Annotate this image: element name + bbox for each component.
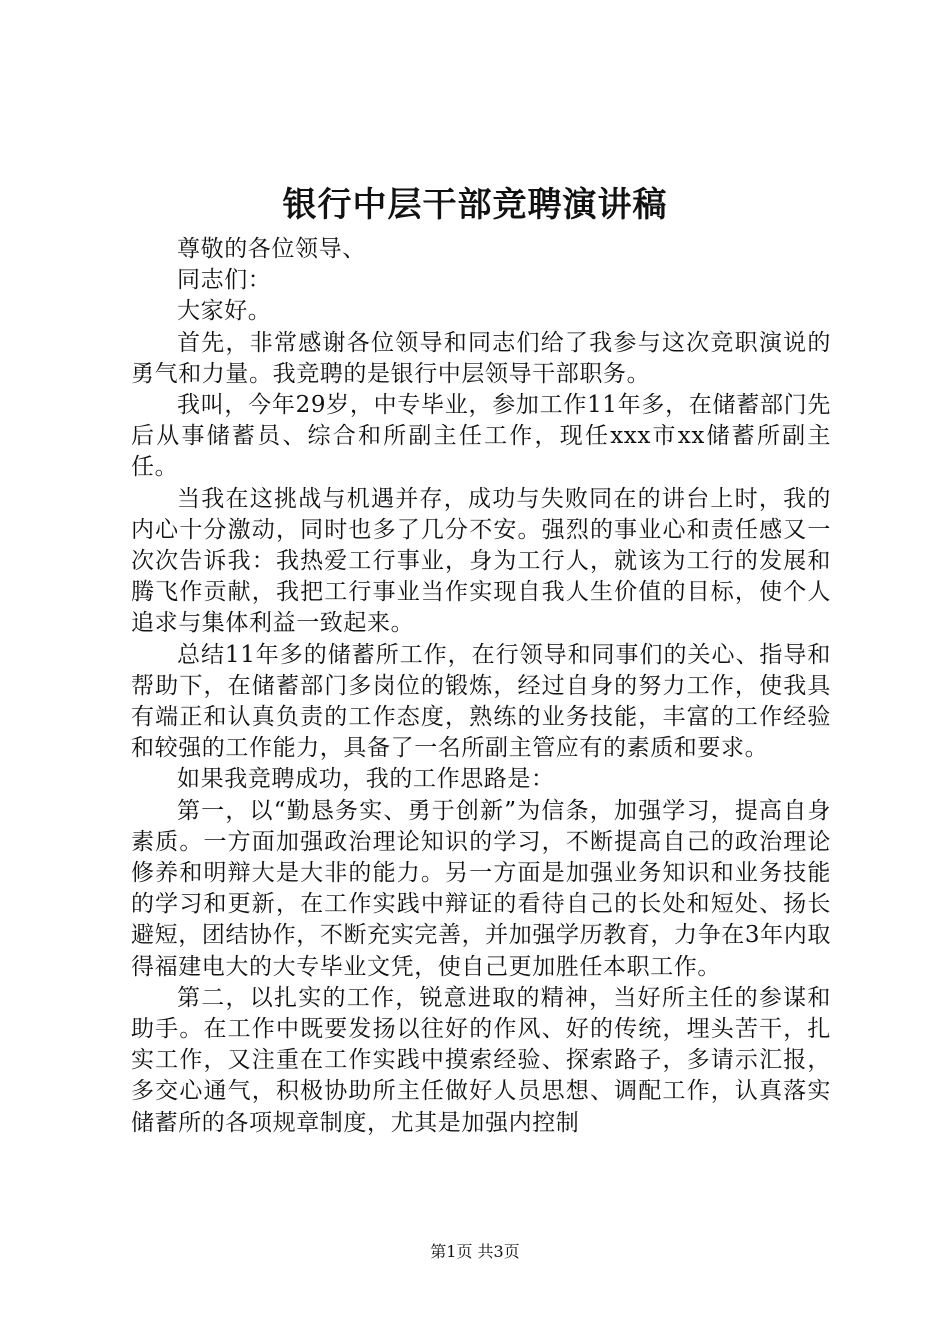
page-footer: 第1页 共3页 bbox=[430, 1242, 520, 1261]
greeting-line-2: 同志们： bbox=[177, 267, 272, 294]
paragraph-summary: 总结11年多的储蓄所工作，在行领导和同事们的关心、指导和帮助下，在储蓄部门多岗位的锻炼，经过自身的努力工作，使我具有端正和认真负责的工作态度，熟练的业务技能，丰富的工作经验和较强的工作能力，具备了一名所副主管应有的素质和要求。 bbox=[131, 641, 831, 762]
paragraph-plan-first: 第一，以“勤恳务实、勇于创新”为信条，加强学习，提高自身素质。一方面加强政治理论知识的学习，不断提高自己的政治理论修养和明辩大是大非的能力。另一方面是加强业务知识和业务技能的学习和更新，在工作实践中辩证的看待自己的长处和短处、扬长避短，团结协作，不断充实完善，并加强学历教育，力争在3年内取得福建电大的大专毕业文凭，使自己更加胜任本职工作。 bbox=[131, 797, 831, 980]
greeting-line-1: 尊敬的各位领导、 bbox=[177, 236, 366, 262]
document-body bbox=[131, 234, 831, 1139]
paragraph-plan-intro: 如果我竞聘成功，我的工作思路是： bbox=[177, 766, 555, 793]
paragraph-feelings: 当我在这挑战与机遇并存，成功与失败同在的讲台上时，我的内心十分激动，同时也多了几分不安。强烈的事业心和责任感又一次次告诉我：我热爱工行事业，身为工行人，就该为工行的发展和腾飞作贡献，我把工行事业当作实现自我人生价值的目标，使个人追求与集体利益一致起来。 bbox=[131, 485, 831, 637]
greeting-line-3: 大家好。 bbox=[177, 298, 272, 325]
document-title: 银行中层干部竞聘演讲稿 bbox=[282, 185, 668, 225]
paragraph-intro: 首先，非常感谢各位领导和同志们给了我参与这次竞职演说的勇气和力量。我竞聘的是银行中层领导干部职务。 bbox=[131, 329, 831, 387]
paragraph-self-introduction: 我叫，今年29岁，中专毕业，参加工作11年多，在储蓄部门先后从事储蓄员、综合和所副主任工作，现任xxx市xx储蓄所副主任。 bbox=[131, 392, 831, 481]
paragraph-plan-second: 第二，以扎实的工作，锐意进取的精神，当好所主任的参谋和助手。在工作中既要发扬以往好的作风、好的传统，埋头苦干，扎实工作，又注重在工作实践中摸索经验、探索路子，多请示汇报，多交心通气，积极协助所主任做好人员思想、调配工作，认真落实储蓄所的各项规章制度，尤其是加强内控制 bbox=[131, 984, 831, 1136]
